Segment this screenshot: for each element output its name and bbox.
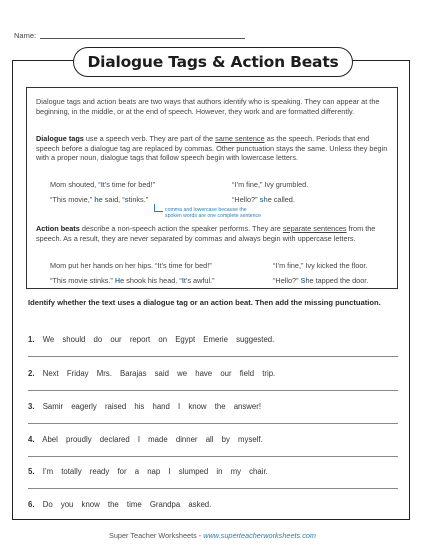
action-beats-paragraph: Action beats describe a non-speech action the speaker performs. They are separate sentences from the speech. As a result, they are never separated by commas and always begin with uppercase letters. <box>36 224 376 243</box>
tag-note: comma and lowercase because the spoken words are one complete sentence <box>165 207 262 219</box>
note-arrow-icon <box>154 204 163 212</box>
tag-example-4: “Hello?” she called. <box>232 195 295 204</box>
tag-example-3: “This movie,” he said, “stinks.” <box>50 195 149 204</box>
dialogue-tags-paragraph: Dialogue tags use a speech verb. They are part of the same sentence as the speech. Periods that end speech before a dialogue tag are replaced by commas. Other punctuation stays the same. Unless they begin with a proper noun, dialogue tags that follow speech begin with lowercase letters. <box>36 134 388 162</box>
footer-brand: Super Teacher Worksheets <box>109 531 197 540</box>
answer-line[interactable] <box>28 390 398 391</box>
answer-line[interactable] <box>28 356 398 357</box>
question-3[interactable]: 3. Samir eagerly raised his hand I know the answer! <box>28 402 262 411</box>
question-1[interactable]: 1. We should do our report on Egypt Emerie suggested. <box>28 335 275 344</box>
dialogue-tags-term: Dialogue tags <box>36 134 84 143</box>
beat-example-1: Mom put her hands on her hips. “It’s time for bed!” <box>50 261 212 270</box>
beat-example-3: “This movie stinks.” He shook his head. “It’s awful.” <box>50 276 215 285</box>
tag-example-1: Mom shouted, “It’s time for bed!” <box>50 180 155 189</box>
answer-line[interactable] <box>28 423 398 424</box>
question-6[interactable]: 6. Do you know the time Grandpa asked. <box>28 500 212 509</box>
question-2[interactable]: 2. Next Friday Mrs. Barajas said we have our field trip. <box>28 369 276 378</box>
page-title: Dialogue Tags & Action Beats <box>87 53 339 71</box>
question-5[interactable]: 5. I’m totally ready for a nap I slumped in my chair. <box>28 467 268 476</box>
name-input-line[interactable] <box>40 38 245 39</box>
answer-line[interactable] <box>28 456 398 457</box>
question-4[interactable]: 4. Abel proudly declared I made dinner all by myself. <box>28 435 263 444</box>
footer: Super Teacher Worksheets - www.superteacherworksheets.com <box>109 531 316 540</box>
footer-link[interactable]: www.superteacherworksheets.com <box>203 531 316 540</box>
answer-line[interactable] <box>28 488 398 489</box>
beat-example-4: “Hello?” She tapped the door. <box>273 276 369 285</box>
title-banner <box>73 47 353 77</box>
tag-example-2: “I’m fine,” Ivy grumbled. <box>232 180 309 189</box>
action-beats-term: Action beats <box>36 224 80 233</box>
intro-paragraph: Dialogue tags and action beats are two ways that authors identify who is speaking. They can appear at the beginning, in the middle, or at the end of speech. However, they work and are formatted differently. <box>36 97 380 116</box>
instructions: Identify whether the text uses a dialogue tag or an action beat. Then add the missing punctuation. <box>28 298 381 307</box>
beat-example-2: “I’m fine,” Ivy kicked the floor. <box>273 261 368 270</box>
name-label: Name: <box>14 31 37 40</box>
